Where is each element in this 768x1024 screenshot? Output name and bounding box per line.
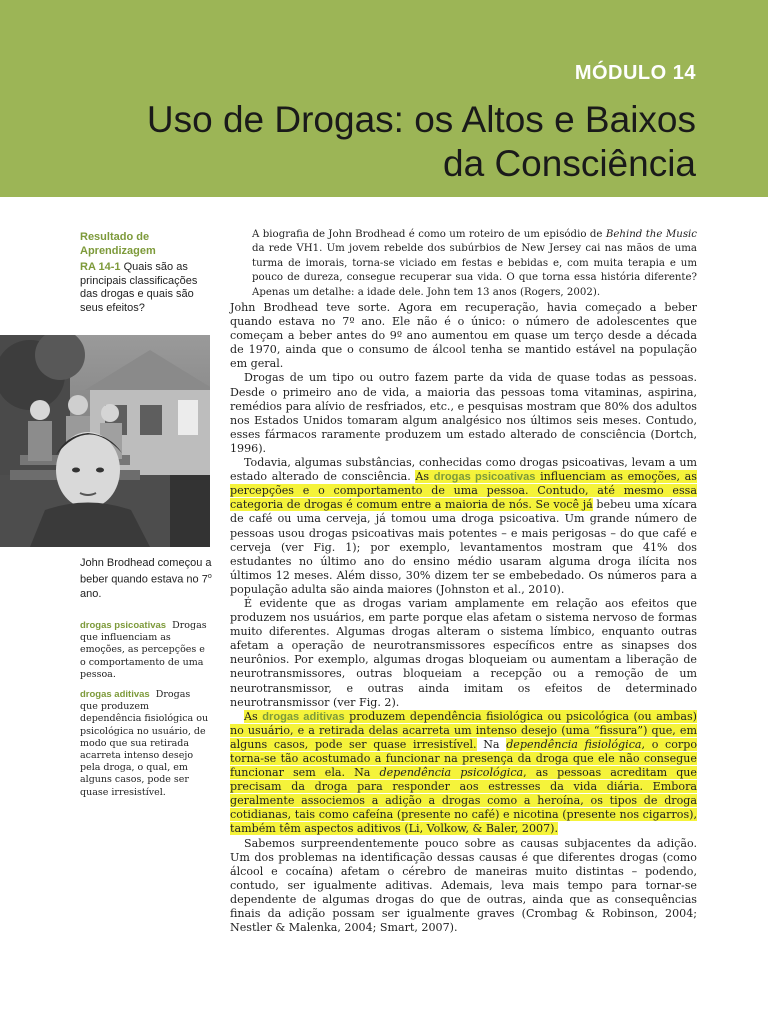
photo-caption-text-end: ano. <box>80 587 102 600</box>
body-paragraph-6: Sabemos surpreendentemente pouco sobre as causas subjacentes da adição. Um dos problemas na identificação dessas causas é que diferentes drogas (como álcool e cocaína) afetam o cérebro de maneiras muito distintas – podendo, contudo, ser igualmente aditivas. Ademais, leva mais tempo para tornar-se dependente de algumas drogas do que de outras, ainda que as consequências finais da adição possam ser igualmente graves (Crombag & Robinson, 2004; Nestler & Malenka, 2004; Smart, 2007). <box>230 836 697 935</box>
glossary-definition: Drogas que produzem dependência fisiológica ou psicológica no usuário, de modo que sua retirada acarreta intenso desejo pela droga, o qual, em alguns casos, pode ser quase irresistível. <box>80 689 209 798</box>
title-line-2: da Consciência <box>443 143 696 184</box>
photo-illustration <box>0 335 210 547</box>
module-label: MÓDULO 14 <box>574 62 696 84</box>
highlighted-text <box>230 738 697 836</box>
p5-em-2: dependência psicológica <box>379 766 524 780</box>
body-paragraph-3 <box>230 456 697 597</box>
photo-caption-superscript: o <box>207 573 212 580</box>
show-name: Behind the Music <box>605 229 698 240</box>
intro-text-1: A biografia de John Brodhead é como um roteiro de um episódio de <box>252 229 606 240</box>
john-brodhead-family-photo <box>0 335 210 547</box>
key-term-psicoativas: drogas psicoativas <box>433 471 536 484</box>
title-line-1: Uso de Drogas: os Altos e Baixos <box>146 99 696 140</box>
p3-hl-a: As <box>415 470 434 484</box>
p5-text-e: , as pessoas acreditam que precisam da droga para responder aos estresses da vida diária. Embora geralmente associemos a adição a drogas como a heroína, os tipos de droga cotidianas, tais como cafeína (presente no café) e nicotina (presente nos cigarros), também têm aspectos aditivos (Li, Volkow, & Baler, 2007). <box>230 766 698 836</box>
body-paragraph-4: É evidente que as drogas variam amplamente em relação aos efeitos que produzem nos usuários, em parte porque elas afetam o sistema nervoso de formas muito diferentes. Algumas drogas alteram o sistema límbico, enquanto outras afetam a operação de neurotransmissores específicos entre as sinapses dos neurônios. Por exemplo, algumas drogas bloqueiam ou aumentam a liberação de neurotransmissores, outras bloqueiam a recepção ou a remoção de um neurotransmissor, e outras ainda imitam os efeitos de determinado neurotransmissor (ver Fig. 2). <box>230 596 697 709</box>
key-term-aditivas: drogas aditivas <box>262 710 345 723</box>
header-banner <box>0 0 768 197</box>
photo-caption <box>80 556 212 601</box>
learning-outcome-question <box>80 261 210 315</box>
body-paragraph-5 <box>230 710 697 837</box>
p3-text-b: bebeu uma xícara de café ou uma cerveja, já tomou uma droga psicoativa. Um grande número de pessoas usou drogas psicoativas mais potentes – e mais perigosas – do que café e cerveja (ver Fig. 1); por exemplo, levantamentos mostram que 41% dos estudantes no último ano do ensino médio usaram alguma droga ilícita nos últimos 12 meses. Além disso, 30% dizem ter se embebedado. Os números para a população adulta são ainda maiores (Johnston et al., 2010). <box>230 498 698 596</box>
body-paragraph-2: Drogas de um tipo ou outro fazem parte da vida de quase todas as pessoas. Desde o primeiro ano de vida, a maioria das pessoas toma vitaminas, aspirina, remédios para alívio de resfriados, etc., e pesquisas mostram que 80% dos adultos nos Estados Unidos tomaram algum analgésico nos últimos seis meses. Contudo, esses fármacos raramente produzem um estado alterado de consciência (Dortch, 1996). <box>230 371 697 455</box>
glossary-entry-psicoativas <box>80 620 210 681</box>
p5-text-a: As <box>244 709 263 723</box>
page-title <box>56 98 696 186</box>
p3-text-a: Todavia, algumas substâncias, conhecidas como drogas psicoativas, levam a um estado alterado de consciência. <box>230 456 697 484</box>
body-text <box>230 301 697 935</box>
glossary-term: drogas aditivas <box>80 689 150 700</box>
learning-outcome-text: Quais são as principais classificações das drogas e quais são seus efeitos? <box>80 261 198 314</box>
p5-text-d: , o corpo torna-se tão acostumado a funcionar na presença da droga que ele não consegue funcionar sem ela. Na <box>230 737 697 780</box>
p3-hl-b: influenciam as emoções, as percepções e o comportamento de uma pessoa. Contudo, até mesmo essa categoria de drogas é comum entre a maioria de nós. Se você já <box>230 470 697 512</box>
intro-paragraph <box>252 228 697 300</box>
learning-outcome-heading: Resultado de Aprendizagem <box>80 231 156 257</box>
glossary-definition: Drogas que influenciam as emoções, as percepções e o comportamento de uma pessoa. <box>80 620 207 680</box>
p5-text-b: produzem dependência fisiológica ou psicológica (ou ambas) no usuário, e a retirada delas acarreta um intenso desejo (uma “fissura”) que, em alguns casos, pode ser quase irresistível. <box>230 709 698 751</box>
body-paragraph-1: John Brodhead teve sorte. Agora em recuperação, havia começado a beber quando estava no 7º ano. Ele não é o único: o número de adolescentes que começam a beber antes do 9º ano aumentou em quase um terço desde a década de 1970, ainda que o consumo de álcool tenha se mantido estável na população em geral. <box>230 301 697 371</box>
p5-text-c: Na <box>476 737 507 751</box>
photo-caption-text: John Brodhead começou a beber quando estava no 7 <box>80 557 212 586</box>
p5-em-1: dependência fisiológica <box>506 737 642 751</box>
glossary-entry-aditivas <box>80 689 210 799</box>
learning-outcome-code: RA 14-1 <box>80 261 121 273</box>
intro-text-2: da rede VH1. Um jovem rebelde dos subúrbios de New Jersey cai nas mãos de uma turma de imorais, torna-se viciado em festas e bebidas e, com muita terapia e um pouco de dureza, consegue recuperar sua vida. O que torna essa história diferente? Apenas um detalhe: a idade dele. John tem 13 anos (Rogers, 2002). <box>252 243 697 298</box>
glossary-term: drogas psicoativas <box>80 620 167 631</box>
